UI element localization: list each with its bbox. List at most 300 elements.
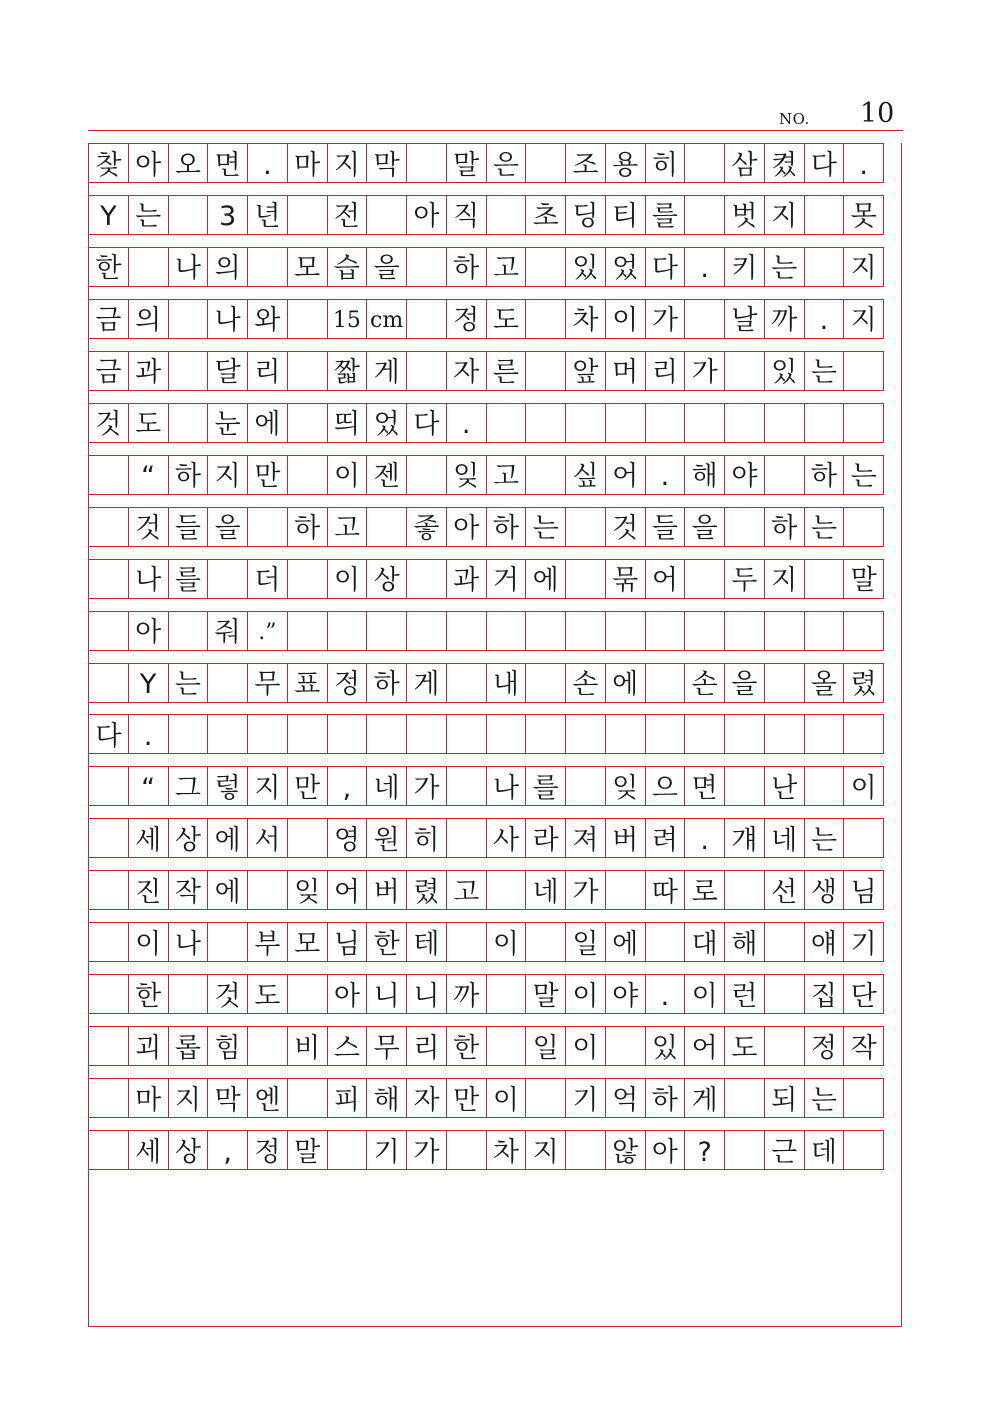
manuscript-cell: 에 <box>247 403 288 443</box>
manuscript-cell: 이 <box>486 1078 527 1118</box>
manuscript-cell: Y <box>128 663 169 703</box>
manuscript-cell <box>605 714 646 754</box>
manuscript-cell <box>446 1130 487 1170</box>
manuscript-cell: 한 <box>366 922 407 962</box>
manuscript-cell: 말 <box>843 559 884 599</box>
manuscript-cell: 리 <box>406 1026 447 1066</box>
manuscript-cell: “ <box>128 766 169 806</box>
manuscript-cell <box>565 507 606 547</box>
manuscript-cell <box>764 714 805 754</box>
manuscript-cell <box>406 143 447 183</box>
manuscript-cell: 도 <box>247 974 288 1014</box>
manuscript-cell <box>724 611 765 651</box>
manuscript-cell <box>207 663 248 703</box>
manuscript-cell: 자 <box>406 1078 447 1118</box>
manuscript-cell: 못 <box>843 195 884 235</box>
manuscript-cell: 의 <box>207 247 248 287</box>
manuscript-cell: 난 <box>764 766 805 806</box>
manuscript-cell: 아 <box>406 195 447 235</box>
manuscript-cell: 손 <box>565 663 606 703</box>
manuscript-cell <box>684 559 725 599</box>
manuscript-cell: 아 <box>446 507 487 547</box>
manuscript-cell: 는 <box>764 247 805 287</box>
manuscript-cell: , <box>207 1130 248 1170</box>
manuscript-cell: 는 <box>804 351 845 391</box>
manuscript-cell <box>804 195 845 235</box>
manuscript-cell: 롭 <box>168 1026 209 1066</box>
manuscript-cell: 만 <box>247 455 288 495</box>
manuscript-cell <box>88 663 129 703</box>
manuscript-cell <box>843 507 884 547</box>
manuscript-cell: 오 <box>168 143 209 183</box>
manuscript-cell: 차 <box>565 299 606 339</box>
manuscript-cell: 다 <box>88 714 129 754</box>
manuscript-cell <box>525 663 566 703</box>
manuscript-cell: 를 <box>525 766 566 806</box>
manuscript-cell: 얘 <box>804 922 845 962</box>
manuscript-cell <box>406 247 447 287</box>
manuscript-cell: 일 <box>525 1026 566 1066</box>
manuscript-cell <box>565 714 606 754</box>
manuscript-cell: 해 <box>684 455 725 495</box>
manuscript-cell: 엔 <box>247 1078 288 1118</box>
manuscript-cell: 어 <box>645 559 686 599</box>
manuscript-cell: 상 <box>168 1130 209 1170</box>
manuscript-cell: 니 <box>406 974 447 1014</box>
manuscript-row <box>88 818 903 858</box>
manuscript-cell <box>88 1026 129 1066</box>
manuscript-cell <box>525 299 566 339</box>
manuscript-cell: 지 <box>764 559 805 599</box>
manuscript-cell <box>406 714 447 754</box>
manuscript-cell: 까 <box>446 974 487 1014</box>
manuscript-cell: 이 <box>327 559 368 599</box>
manuscript-cell: 거 <box>486 559 527 599</box>
manuscript-cell: 과 <box>128 351 169 391</box>
manuscript-cell: 대 <box>684 922 725 962</box>
manuscript-cell <box>287 403 328 443</box>
manuscript-cell: 이 <box>565 1026 606 1066</box>
manuscript-cell <box>287 351 328 391</box>
manuscript-row <box>88 870 903 910</box>
manuscript-cell: 상 <box>168 818 209 858</box>
manuscript-cell: 는 <box>128 195 169 235</box>
manuscript-cell: 힘 <box>207 1026 248 1066</box>
manuscript-cell: Y <box>88 195 129 235</box>
manuscript-cell: 3 <box>207 195 248 235</box>
manuscript-cell: 하 <box>486 507 527 547</box>
manuscript-cell <box>247 714 288 754</box>
manuscript-cell: 생 <box>804 870 845 910</box>
manuscript-cell <box>645 714 686 754</box>
manuscript-cell: 들 <box>168 507 209 547</box>
manuscript-row <box>88 974 903 1014</box>
manuscript-cell: 표 <box>287 663 328 703</box>
manuscript-cell: 하 <box>287 507 328 547</box>
manuscript-cell: . <box>684 247 725 287</box>
manuscript-cell: 초 <box>525 195 566 235</box>
manuscript-cell <box>168 299 209 339</box>
manuscript-cell <box>406 351 447 391</box>
manuscript-cell: 말 <box>525 974 566 1014</box>
manuscript-cell: 더 <box>247 559 288 599</box>
manuscript-cell: 진 <box>128 870 169 910</box>
manuscript-cell: 세 <box>128 1130 169 1170</box>
manuscript-cell: 상 <box>366 559 407 599</box>
manuscript-cell: 마 <box>287 143 328 183</box>
manuscript-row <box>88 299 903 339</box>
manuscript-cell: 것 <box>88 403 129 443</box>
manuscript-cell: 는 <box>804 1078 845 1118</box>
manuscript-cell <box>168 611 209 651</box>
manuscript-cell: 근 <box>764 1130 805 1170</box>
manuscript-cell: 잊 <box>287 870 328 910</box>
manuscript-cell <box>724 1078 765 1118</box>
manuscript-cell: 네 <box>366 766 407 806</box>
manuscript-cell: 서 <box>247 818 288 858</box>
manuscript-row <box>88 559 903 599</box>
manuscript-cell: 야 <box>724 455 765 495</box>
manuscript-cell <box>366 195 407 235</box>
manuscript-cell: 않 <box>605 1130 646 1170</box>
manuscript-cell: 것 <box>128 507 169 547</box>
manuscript-cell <box>764 403 805 443</box>
manuscript-cell: 게 <box>406 663 447 703</box>
manuscript-cell: 어 <box>327 870 368 910</box>
manuscript-cell <box>88 559 129 599</box>
manuscript-cell: 켰 <box>764 143 805 183</box>
manuscript-cell: 있 <box>565 247 606 287</box>
manuscript-cell <box>525 714 566 754</box>
manuscript-cell <box>287 195 328 235</box>
manuscript-cell: 지 <box>525 1130 566 1170</box>
manuscript-cell <box>525 351 566 391</box>
manuscript-cell: 찾 <box>88 143 129 183</box>
manuscript-row <box>88 1130 903 1170</box>
manuscript-cell <box>327 1130 368 1170</box>
manuscript-cell: 이 <box>684 974 725 1014</box>
manuscript-cell: 날 <box>724 299 765 339</box>
manuscript-cell: 지 <box>247 766 288 806</box>
manuscript-cell: 작 <box>168 870 209 910</box>
manuscript-cell: 기 <box>565 1078 606 1118</box>
manuscript-cell: 올 <box>804 663 845 703</box>
manuscript-cell <box>406 559 447 599</box>
manuscript-cell: 그 <box>168 766 209 806</box>
manuscript-cell: 를 <box>168 559 209 599</box>
manuscript-cell: 습 <box>327 247 368 287</box>
manuscript-cell: 막 <box>366 143 407 183</box>
manuscript-cell: 도 <box>486 299 527 339</box>
manuscript-cell: 지 <box>843 247 884 287</box>
manuscript-cell <box>565 403 606 443</box>
manuscript-cell: 에 <box>207 818 248 858</box>
manuscript-cell <box>525 1078 566 1118</box>
manuscript-cell: 달 <box>207 351 248 391</box>
manuscript-cell: 리 <box>645 351 686 391</box>
manuscript-cell <box>525 143 566 183</box>
manuscript-cell: 히 <box>645 143 686 183</box>
manuscript-cell: 에 <box>605 922 646 962</box>
manuscript-cell <box>168 974 209 1014</box>
manuscript-cell: 네 <box>525 870 566 910</box>
manuscript-cell: 을 <box>366 247 407 287</box>
manuscript-row <box>88 143 903 183</box>
manuscript-cell: 아 <box>128 611 169 651</box>
manuscript-cell <box>843 403 884 443</box>
manuscript-cell: 아 <box>128 143 169 183</box>
manuscript-cell: 면 <box>684 766 725 806</box>
manuscript-cell <box>406 299 447 339</box>
manuscript-cell: 스 <box>327 1026 368 1066</box>
manuscript-cell <box>247 870 288 910</box>
manuscript-cell <box>207 922 248 962</box>
manuscript-cell: 막 <box>207 1078 248 1118</box>
manuscript-cell: 영 <box>327 818 368 858</box>
manuscript-cell <box>406 455 447 495</box>
manuscript-cell <box>88 922 129 962</box>
manuscript-cell: 하 <box>446 247 487 287</box>
manuscript-cell <box>168 351 209 391</box>
manuscript-cell <box>843 818 884 858</box>
manuscript-cell <box>645 611 686 651</box>
manuscript-row <box>88 766 903 806</box>
manuscript-cell <box>645 663 686 703</box>
manuscript-cell <box>764 455 805 495</box>
manuscript-cell: 는 <box>525 507 566 547</box>
manuscript-cell: 테 <box>406 922 447 962</box>
manuscript-cell: 까 <box>764 299 805 339</box>
manuscript-cell <box>486 870 527 910</box>
manuscript-cell <box>764 1026 805 1066</box>
manuscript-row <box>88 247 903 287</box>
manuscript-cell <box>525 611 566 651</box>
manuscript-cell: 용 <box>605 143 646 183</box>
manuscript-cell <box>446 714 487 754</box>
manuscript-cell <box>843 611 884 651</box>
manuscript-cell: 다 <box>406 403 447 443</box>
manuscript-cell <box>366 507 407 547</box>
manuscript-cell <box>605 611 646 651</box>
manuscript-cell: 이 <box>128 922 169 962</box>
manuscript-cell <box>287 611 328 651</box>
manuscript-cell: 도 <box>128 403 169 443</box>
manuscript-cell <box>446 766 487 806</box>
manuscript-cell <box>247 507 288 547</box>
manuscript-cell: 하 <box>804 455 845 495</box>
manuscript-cell: 어 <box>684 1026 725 1066</box>
manuscript-cell: 모 <box>287 922 328 962</box>
manuscript-cell: 지 <box>168 1078 209 1118</box>
manuscript-cell: 있 <box>764 351 805 391</box>
manuscript-cell: 이 <box>565 974 606 1014</box>
manuscript-cell: 한 <box>128 974 169 1014</box>
manuscript-cell: 기 <box>366 1130 407 1170</box>
manuscript-cell: 는 <box>168 663 209 703</box>
manuscript-cell <box>724 714 765 754</box>
manuscript-cell: 리 <box>247 351 288 391</box>
manuscript-cell <box>525 455 566 495</box>
manuscript-cell: . <box>247 143 288 183</box>
manuscript-cell: 가 <box>684 351 725 391</box>
manuscript-cell <box>88 507 129 547</box>
manuscript-cell: 티 <box>605 195 646 235</box>
manuscript-cell: 었 <box>605 247 646 287</box>
manuscript-cell <box>207 559 248 599</box>
manuscript-cell: 어 <box>605 455 646 495</box>
manuscript-cell: 짧 <box>327 351 368 391</box>
manuscript-cell: 띄 <box>327 403 368 443</box>
manuscript-cell: 히 <box>406 818 447 858</box>
manuscript-cell <box>804 766 845 806</box>
manuscript-cell: 데 <box>804 1130 845 1170</box>
manuscript-cell: 두 <box>724 559 765 599</box>
manuscript-cell: 한 <box>446 1026 487 1066</box>
manuscript-cell <box>128 247 169 287</box>
manuscript-cell <box>406 611 447 651</box>
manuscript-cell: 을 <box>724 663 765 703</box>
manuscript-cell <box>88 1078 129 1118</box>
manuscript-cell: 차 <box>486 1130 527 1170</box>
manuscript-cell: 나 <box>168 922 209 962</box>
manuscript-cell <box>486 1026 527 1066</box>
manuscript-cell: 마 <box>128 1078 169 1118</box>
manuscript-cell <box>486 403 527 443</box>
manuscript-cell: 따 <box>645 870 686 910</box>
manuscript-cell: 있 <box>645 1026 686 1066</box>
manuscript-cell <box>804 403 845 443</box>
manuscript-cell: 줘 <box>207 611 248 651</box>
manuscript-cell: 작 <box>843 1026 884 1066</box>
manuscript-cell: 고 <box>486 455 527 495</box>
manuscript-cell: 정 <box>804 1026 845 1066</box>
manuscript-cell: 정 <box>327 663 368 703</box>
manuscript-cell <box>605 403 646 443</box>
manuscript-cell: 는 <box>843 455 884 495</box>
manuscript-cell: 를 <box>645 195 686 235</box>
manuscript-cell: 억 <box>605 1078 646 1118</box>
manuscript-cell <box>843 714 884 754</box>
manuscript-cell: 나 <box>486 766 527 806</box>
manuscript-cell: . <box>645 455 686 495</box>
manuscript-cell <box>88 766 129 806</box>
manuscript-cell: 걔 <box>724 818 765 858</box>
manuscript-cell: 다 <box>804 143 845 183</box>
manuscript-cell: 금 <box>88 351 129 391</box>
manuscript-cell: 싶 <box>565 455 606 495</box>
manuscript-row <box>88 1078 903 1118</box>
manuscript-cell: ? <box>684 1130 725 1170</box>
manuscript-cell: 게 <box>684 1078 725 1118</box>
manuscript-cell: 해 <box>724 922 765 962</box>
manuscript-cell: 묶 <box>605 559 646 599</box>
manuscript-cell: 렸 <box>406 870 447 910</box>
manuscript-cell <box>804 611 845 651</box>
manuscript-cell: . <box>843 143 884 183</box>
manuscript-cell: 는 <box>804 818 845 858</box>
manuscript-cell: 직 <box>446 195 487 235</box>
manuscript-row <box>88 195 903 235</box>
manuscript-cell: 고 <box>446 870 487 910</box>
manuscript-cell: 것 <box>207 974 248 1014</box>
manuscript-cell: 하 <box>168 455 209 495</box>
manuscript-cell <box>446 818 487 858</box>
manuscript-cell <box>287 299 328 339</box>
manuscript-row <box>88 922 903 962</box>
manuscript-cell: 부 <box>247 922 288 962</box>
manuscript-cell <box>525 403 566 443</box>
manuscript-cell: 게 <box>366 351 407 391</box>
manuscript-cell: 와 <box>247 299 288 339</box>
manuscript-cell <box>724 351 765 391</box>
manuscript-row <box>88 403 903 443</box>
manuscript-cell <box>486 195 527 235</box>
manuscript-cell <box>327 611 368 651</box>
manuscript-cell: 되 <box>764 1078 805 1118</box>
manuscript-cell <box>88 974 129 1014</box>
manuscript-cell: 다 <box>645 247 686 287</box>
manuscript-cell <box>684 299 725 339</box>
manuscript-cell <box>486 974 527 1014</box>
manuscript-cell: 아 <box>327 974 368 1014</box>
manuscript-cell <box>565 1130 606 1170</box>
manuscript-cell: 집 <box>804 974 845 1014</box>
manuscript-cell: 선 <box>764 870 805 910</box>
page-number-label: NO. <box>779 110 810 128</box>
manuscript-cell <box>366 611 407 651</box>
manuscript-cell: 었 <box>366 403 407 443</box>
manuscript-cell: 지 <box>327 143 368 183</box>
manuscript-cell <box>605 870 646 910</box>
manuscript-cell <box>565 559 606 599</box>
manuscript-cell: 렸 <box>843 663 884 703</box>
manuscript-cell <box>843 1130 884 1170</box>
manuscript-cell: 을 <box>207 507 248 547</box>
manuscript-cell: . <box>446 403 487 443</box>
manuscript-cell: 가 <box>406 766 447 806</box>
manuscript-cell: 눈 <box>207 403 248 443</box>
manuscript-cell: 고 <box>486 247 527 287</box>
manuscript-cell: 머 <box>605 351 646 391</box>
manuscript-cell <box>486 714 527 754</box>
manuscript-cell: 나 <box>168 247 209 287</box>
manuscript-cell: 만 <box>446 1078 487 1118</box>
manuscript-cell <box>764 974 805 1014</box>
manuscript-cell <box>684 611 725 651</box>
manuscript-cell <box>565 766 606 806</box>
header-rule <box>88 130 903 131</box>
manuscript-cell: 는 <box>804 507 845 547</box>
manuscript-cell <box>88 611 129 651</box>
manuscript-cell: 님 <box>327 922 368 962</box>
manuscript-cell <box>287 974 328 1014</box>
manuscript-cell: 말 <box>446 143 487 183</box>
manuscript-cell: . <box>128 714 169 754</box>
page-number: 10 <box>860 98 895 129</box>
manuscript-cell: 한 <box>88 247 129 287</box>
manuscript-cell: 조 <box>565 143 606 183</box>
manuscript-cell <box>684 714 725 754</box>
manuscript-cell <box>168 714 209 754</box>
manuscript-cell <box>843 351 884 391</box>
manuscript-cell <box>804 714 845 754</box>
manuscript-row <box>88 455 903 495</box>
manuscript-cell: 가 <box>645 299 686 339</box>
manuscript-cell: 삼 <box>724 143 765 183</box>
manuscript-cell <box>88 455 129 495</box>
manuscript-cell <box>565 611 606 651</box>
manuscript-cell <box>645 403 686 443</box>
